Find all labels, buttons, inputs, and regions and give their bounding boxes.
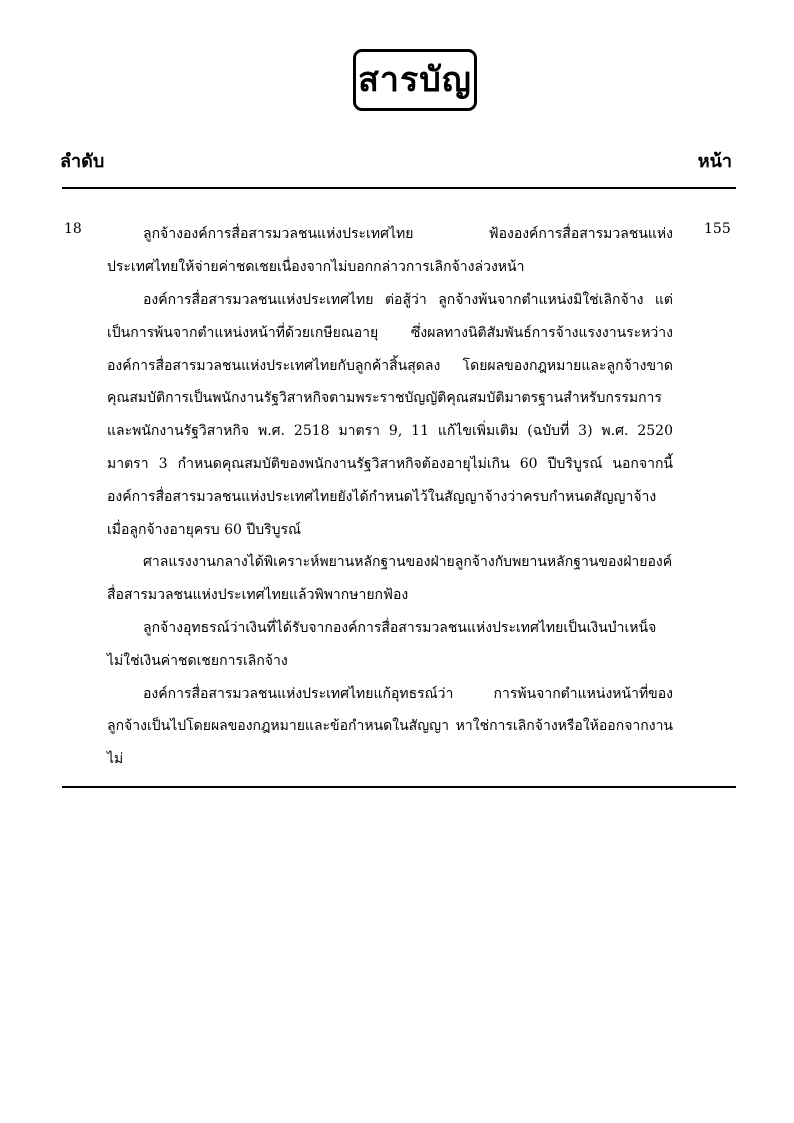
entry-page-number: 155	[704, 221, 731, 237]
header-divider	[62, 187, 736, 189]
entry-paragraph: องค์การสื่อสารมวลชนแห่งประเทศไทย ต่อสู้ว่า ลูกจ้างพ้นจากตำแหน่งมิใช่เลิกจ้าง แต่เป็นการพ้นจากตำแหน่งหน้าที่ด้วยเกษียณอายุ ซึ่งผลทางนิติสัมพันธ์การจ้างแรงงานระหว่างองค์การสื่อสารมวลชนแห่งประเทศไทยกับลูกค้าสิ้นสุดลง โดยผลของกฎหมายและลูกจ้างขาดคุณสมบัติการเป็นพนักงานรัฐวิสาหกิจตามพระราชบัญญัติคุณสมบัติมาตรฐานสำหรับกรรมการและพนักงานรัฐวิสาหกิจ พ.ศ. 2518 มาตรา 9, 11 แก้ไขเพิ่มเติม (ฉบับที่ 3) พ.ศ. 2520 มาตรา 3 กำหนดคุณสมบัติของพนักงานรัฐวิสาหกิจต้องอายุไม่เกิน 60 ปีบริบูรณ์ นอกจากนี้องค์การสื่อสารมวลชนแห่งประเทศไทยยังได้กำหนดไว้ในสัญญาจ้างว่าครบกำหนดสัญญาจ้างเมื่อลูกจ้างอายุครบ 60 ปีบริบูรณ์	[107, 292, 673, 538]
entry-paragraph: ลูกจ้างอุทธรณ์ว่าเงินที่ได้รับจากองค์การสื่อสารมวลชนแห่งประเทศไทยเป็นเงินบำเหน็จไม่ใช่เงินค่าชดเชยการเลิกจ้าง	[107, 619, 657, 669]
entry-body	[107, 218, 673, 776]
title-box	[353, 49, 477, 111]
footer-divider	[62, 786, 736, 788]
entry-paragraph: องค์การสื่อสารมวลชนแห่งประเทศไทยแก้อุทธรณ์ว่า การพ้นจากตำแหน่งหน้าที่ของลูกจ้างเป็นไปโดยผลของกฎหมายและข้อกำหนดในสัญญา หาใช่การเลิกจ้างหรือให้ออกจากงานไม่	[107, 685, 673, 768]
page-title: สารบัญ	[358, 60, 472, 100]
entry-paragraph: ศาลแรงงานกลางได้พิเคราะห์พยานหลักฐานของฝ่ายลูกจ้างกับพยานหลักฐานของฝ่ายองค์สื่อสารมวลชนแห่งประเทศไทยแล้วพิพากษายกฟ้อง	[107, 554, 673, 604]
entry-number: 18	[64, 221, 82, 237]
entry-heading: ลูกจ้างองค์การสื่อสารมวลชนแห่งประเทศไทย ฟ้ององค์การสื่อสารมวลชนแห่งประเทศไทยให้จ่ายค่าชดเชยเนื่องจากไม่บอกกล่าวการเลิกจ้างล่วงหน้า	[107, 226, 673, 275]
column-header-page: หน้า	[697, 151, 732, 172]
column-header-index: ลำดับ	[60, 151, 105, 172]
